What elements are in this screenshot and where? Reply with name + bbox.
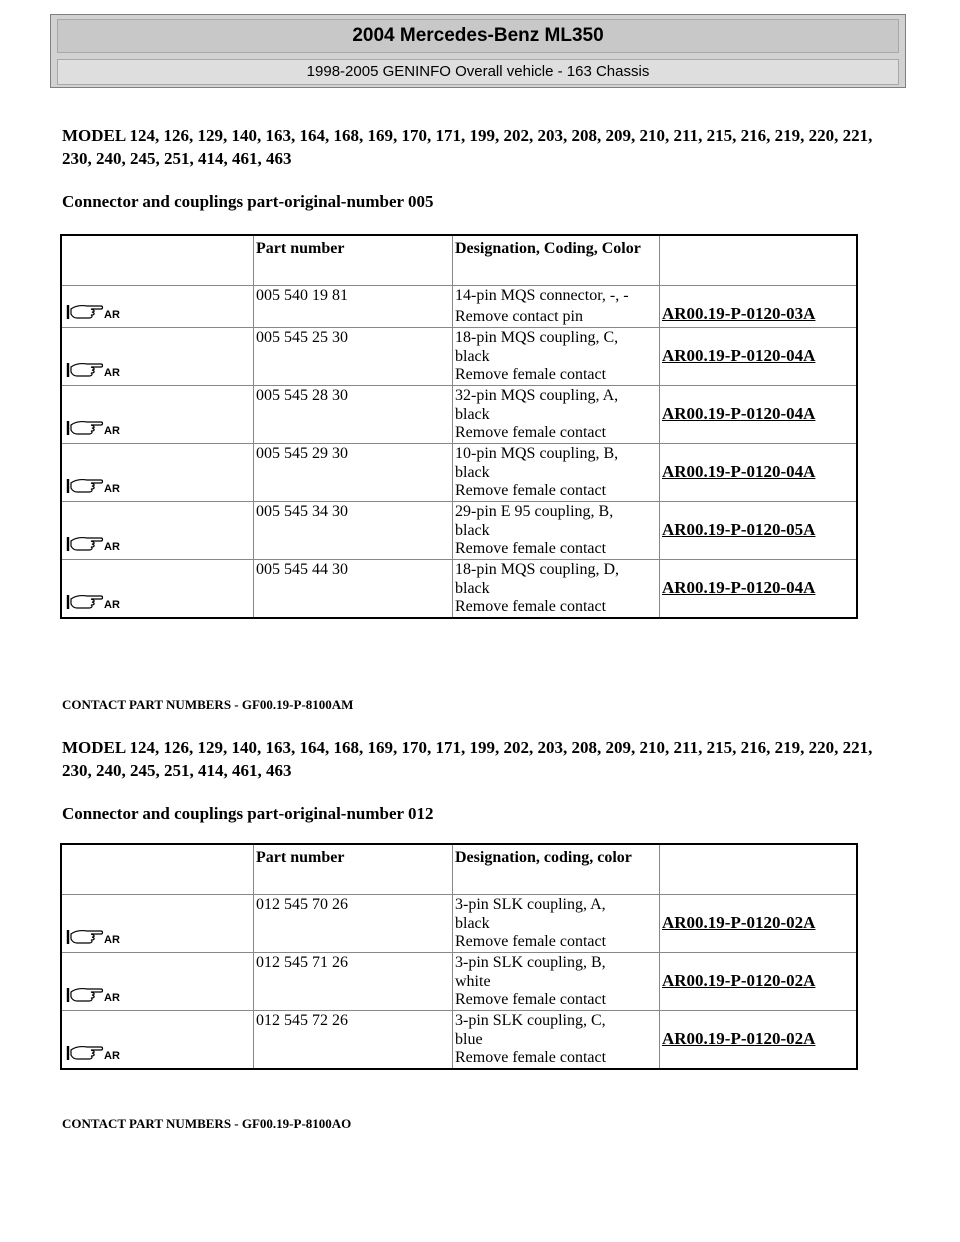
designation-detail: blue [455, 1031, 483, 1048]
action-text: Remove female contact [455, 991, 607, 1008]
ar-pointing-hand-icon[interactable] [65, 532, 123, 554]
column-header-designation: Designation, Coding, Color [453, 235, 660, 286]
designation: 32-pin MQS coupling, A, [455, 387, 619, 404]
part-number: 005 545 44 30 [256, 561, 348, 578]
table-row [61, 386, 857, 444]
action-text: Remove female contact [455, 933, 607, 950]
ar-reference-link[interactable]: AR00.19-P-0120-02A [662, 971, 816, 990]
model-list-2: MODEL 124, 126, 129, 140, 163, 164, 168, 169, 170, 171, 199, 202, 203, 208, 209, 210, 211, 215, 216, 219, 220, 221, 230, 240, 245, 251, 414, 461, 463 [62, 738, 873, 780]
ar-pointing-hand-icon[interactable] [65, 590, 123, 612]
table-row [61, 560, 857, 619]
model-list-1: MODEL 124, 126, 129, 140, 163, 164, 168, 169, 170, 171, 199, 202, 203, 208, 209, 210, 211, 215, 216, 219, 220, 221, 230, 240, 245, 251, 414, 461, 463 [62, 126, 873, 168]
ar-reference-link[interactable]: AR00.19-P-0120-04A [662, 462, 816, 481]
ar-reference-link[interactable]: AR00.19-P-0120-05A [662, 520, 816, 539]
ar-reference-link[interactable]: AR00.19-P-0120-03A [662, 304, 816, 323]
table-row [61, 502, 857, 560]
svg-text:AR: AR [104, 425, 120, 437]
designation: 3-pin SLK coupling, C, [455, 1012, 606, 1029]
ar-pointing-hand-icon[interactable] [65, 300, 123, 322]
action-text: Remove female contact [455, 424, 607, 441]
designation: 14-pin MQS connector, -, - [455, 287, 629, 304]
ar-pointing-hand-icon[interactable] [65, 416, 123, 438]
designation: 3-pin SLK coupling, A, [455, 896, 606, 913]
table-header-row [61, 844, 857, 895]
action-text: Remove female contact [455, 366, 607, 383]
table-row [61, 444, 857, 502]
part-number: 005 545 28 30 [256, 387, 348, 404]
designation: 29-pin E 95 coupling, B, [455, 503, 614, 520]
table-row [61, 895, 857, 953]
part-number: 005 540 19 81 [256, 287, 348, 304]
svg-text:AR: AR [104, 541, 120, 553]
table-header-row [61, 235, 857, 286]
parts-table-012 [60, 843, 858, 1070]
part-number: 012 545 70 26 [256, 896, 348, 913]
contact-part-numbers-1: CONTACT PART NUMBERS - GF00.19-P-8100AM [62, 697, 354, 712]
table-row [61, 953, 857, 1011]
designation-detail: white [455, 973, 491, 990]
part-number: 012 545 71 26 [256, 954, 348, 971]
part-number: 005 545 29 30 [256, 445, 348, 462]
part-number: 005 545 25 30 [256, 329, 348, 346]
column-header-part-number: Part number [254, 844, 453, 895]
document-subtitle: 1998-2005 GENINFO Overall vehicle - 163 Chassis [57, 59, 899, 85]
action-text: Remove contact pin [455, 308, 583, 325]
ar-pointing-hand-icon[interactable] [65, 925, 123, 947]
designation: 10-pin MQS coupling, B, [455, 445, 619, 462]
action-text: Remove female contact [455, 540, 607, 557]
section-heading-1: Connector and couplings part-original-number 005 [62, 192, 434, 211]
ar-reference-link[interactable]: AR00.19-P-0120-02A [662, 913, 816, 932]
designation-detail: black [455, 348, 490, 365]
column-header-designation: Designation, coding, color [453, 844, 660, 895]
designation: 18-pin MQS coupling, C, [455, 329, 619, 346]
svg-text:AR: AR [104, 367, 120, 379]
ar-reference-link[interactable]: AR00.19-P-0120-02A [662, 1029, 816, 1048]
designation: 3-pin SLK coupling, B, [455, 954, 606, 971]
ar-pointing-hand-icon[interactable] [65, 983, 123, 1005]
ar-pointing-hand-icon[interactable] [65, 474, 123, 496]
ar-pointing-hand-icon[interactable] [65, 358, 123, 380]
section-heading-2: Connector and couplings part-original-number 012 [62, 804, 434, 823]
table-row [61, 1011, 857, 1070]
designation-detail: black [455, 406, 490, 423]
designation-detail: black [455, 915, 490, 932]
svg-text:AR: AR [104, 1050, 120, 1062]
designation: 18-pin MQS coupling, D, [455, 561, 619, 578]
part-number: 005 545 34 30 [256, 503, 348, 520]
svg-text:AR: AR [104, 599, 120, 611]
designation-detail: black [455, 464, 490, 481]
parts-table-005 [60, 234, 858, 619]
table-row [61, 286, 857, 328]
page-header [50, 14, 906, 88]
svg-text:AR: AR [104, 309, 120, 321]
svg-text:AR: AR [104, 992, 120, 1004]
svg-text:AR: AR [104, 483, 120, 495]
action-text: Remove female contact [455, 482, 607, 499]
ar-reference-link[interactable]: AR00.19-P-0120-04A [662, 346, 816, 365]
table-row [61, 328, 857, 386]
svg-text:AR: AR [104, 934, 120, 946]
contact-part-numbers-2: CONTACT PART NUMBERS - GF00.19-P-8100AO [62, 1116, 352, 1131]
part-number: 012 545 72 26 [256, 1012, 348, 1029]
column-header-part-number: Part number [254, 235, 453, 286]
designation-detail: black [455, 522, 490, 539]
ar-reference-link[interactable]: AR00.19-P-0120-04A [662, 404, 816, 423]
action-text: Remove female contact [455, 1049, 607, 1066]
document-title: 2004 Mercedes-Benz ML350 [57, 19, 899, 53]
designation-detail: black [455, 580, 490, 597]
ar-pointing-hand-icon[interactable] [65, 1041, 123, 1063]
action-text: Remove female contact [455, 598, 607, 615]
ar-reference-link[interactable]: AR00.19-P-0120-04A [662, 578, 816, 597]
